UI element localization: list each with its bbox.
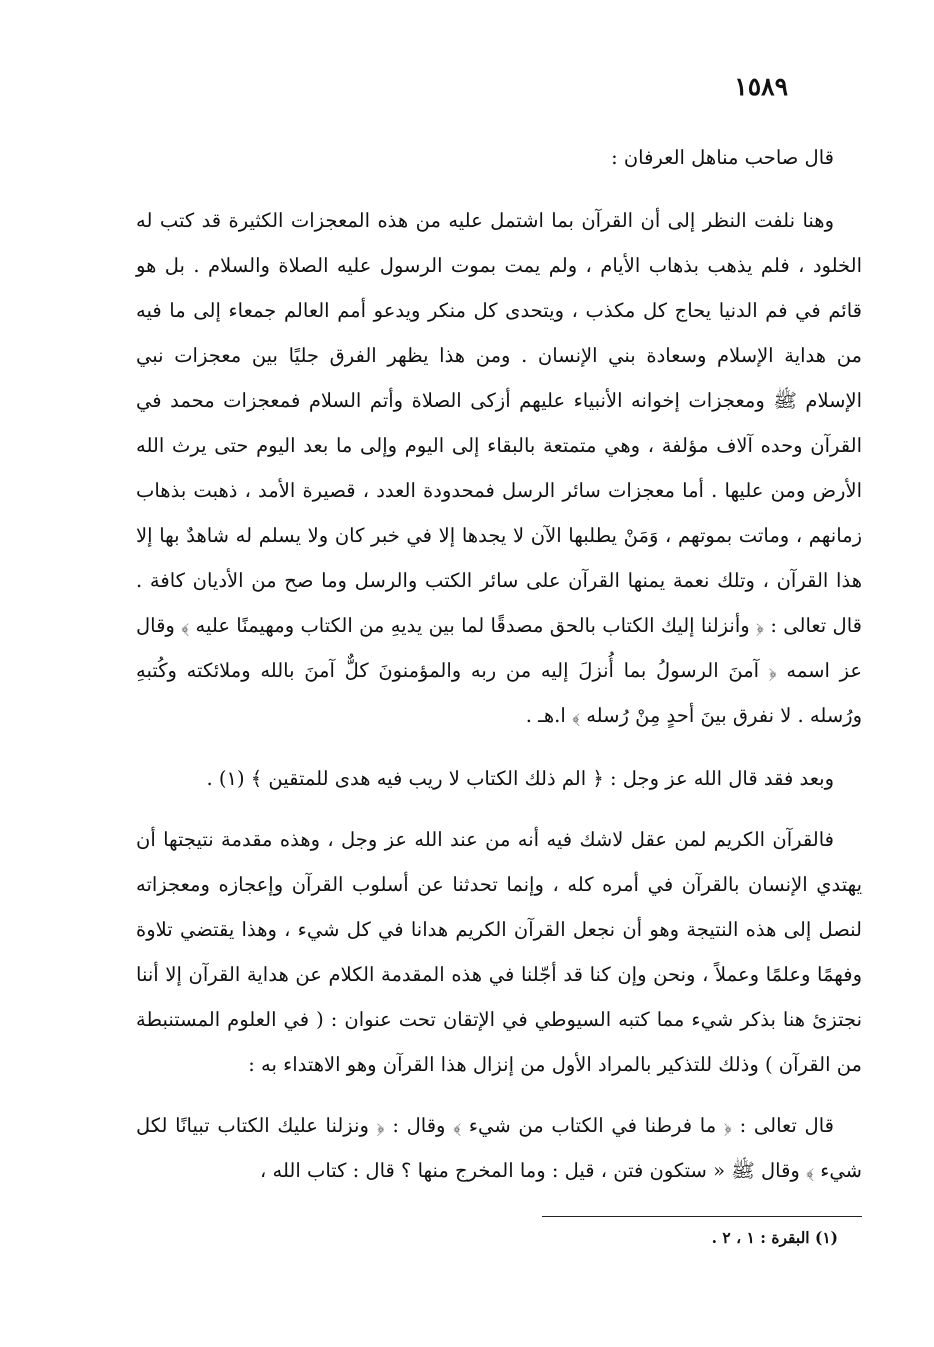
footnote-divider: [542, 1216, 862, 1217]
verse-paragraph: وبعد فقد قال الله عز وجل : ﴿ الم ذلك الكتاب لا ريب فيه هدى للمتقين ﴾ (١) .: [206, 767, 834, 790]
quoted-paragraph: وهنا نلفت النظر إلى أن القرآن بما اشتمل عليه من هذه المعجزات الكثيرة قد كتب له الخلود ، فلم يذهب بذهاب الأيام ، ولم يمت بموت الرسول عليه الصلاة والسلام . بل هو قائم في فم الدنيا يحاج كل مكذب ، ويتحدى كل منكر ويدعو أمم العالم جمعاء إلى ما فيه من هداية الإسلام وسعادة بني الإنسان . ومن هذا يظهر الفرق جليًا بين معجزات نبي الإسلام ﷺ ومعجزات إخوانه الأنبياء عليهم أزكى الصلاة وأتم السلام فمعجزات محمد في القرآن وحده آلاف مؤلفة ، وهي متمتعة بالبقاء إلى اليوم وإلى ما بعد اليوم حتى يرث الله الأرض ومن عليها . أما معجزات سائر الرسل فمحدودة العدد ، قصيرة الأمد ، ذهبت بذهاب زمانهم ، وماتت بموتهم ، وَمَنْ يطلبها الآن لا يجدها إلا في خبر كان ولا يسلم له شاهدٌ بها إلا هذا القرآن ، وتلك نعمة يمنها القرآن على سائر الكتب والرسل وما صح من الأديان كافة . قال تعالى : ﴿ وأنزلنا إليك الكتاب بالحق مصدقًا لما بين يديهِ من الكتاب ومهيمنًا عليه ﴾ وقال عز اسمه ﴿ آمنَ الرسولُ بما أُنزلَ إليه من ربه والمؤمنونَ كلٌّ آمنَ بالله وملائكته وكُتبهِ ورُسله . لا نفرق بينَ أحدٍ مِنْ رُسله ﴾ ا.هـ .: [136, 209, 862, 727]
argument-paragraph: فالقرآن الكريم لمن عقل لاشك فيه أنه من عند الله عز وجل ، وهذه مقدمة نتيجتها أن يهتدي الإنسان بالقرآن في أمره كله ، وإنما تحدثنا عن أسلوب القرآن وإعجازه ومعجزاته لنصل إلى هذه النتيجة وهو أن نجعل القرآن الكريم هدانا في كل شيء ، وهذا يقتضي تلاوة وفهمًا وعلمًا وعملاً ، ونحن وإن كنا قد أجّلنا في هذه المقدمة الكلام عن هداية القرآن إلا أننا نجتزئ هنا بذكر شيء مما كتبه السيوطي في الإتقان تحت عنوان : ( في العلوم المستنبطة من القرآن ) وذلك للتذكير بالمراد الأول من إنزال هذا القرآن وهو الاهتداء به :: [136, 828, 862, 1076]
body-text: [136, 135, 862, 1193]
footnote: (١) البقرة : ١ ، ٢ .: [711, 1228, 838, 1247]
page-number: ١٥٨٩: [734, 72, 788, 101]
closing-paragraph: قال تعالى : ﴿ ما فرطنا في الكتاب من شيء ﴾ وقال : ﴿ ونزلنا عليك الكتاب تبيانًا لكل شيء ﴾ وقال ﷺ « ستكون فتن ، قيل : وما المخرج منها ؟ قال : كتاب الله ،: [136, 1114, 862, 1182]
section-intro-line: قال صاحب مناهل العرفان :: [611, 146, 834, 169]
